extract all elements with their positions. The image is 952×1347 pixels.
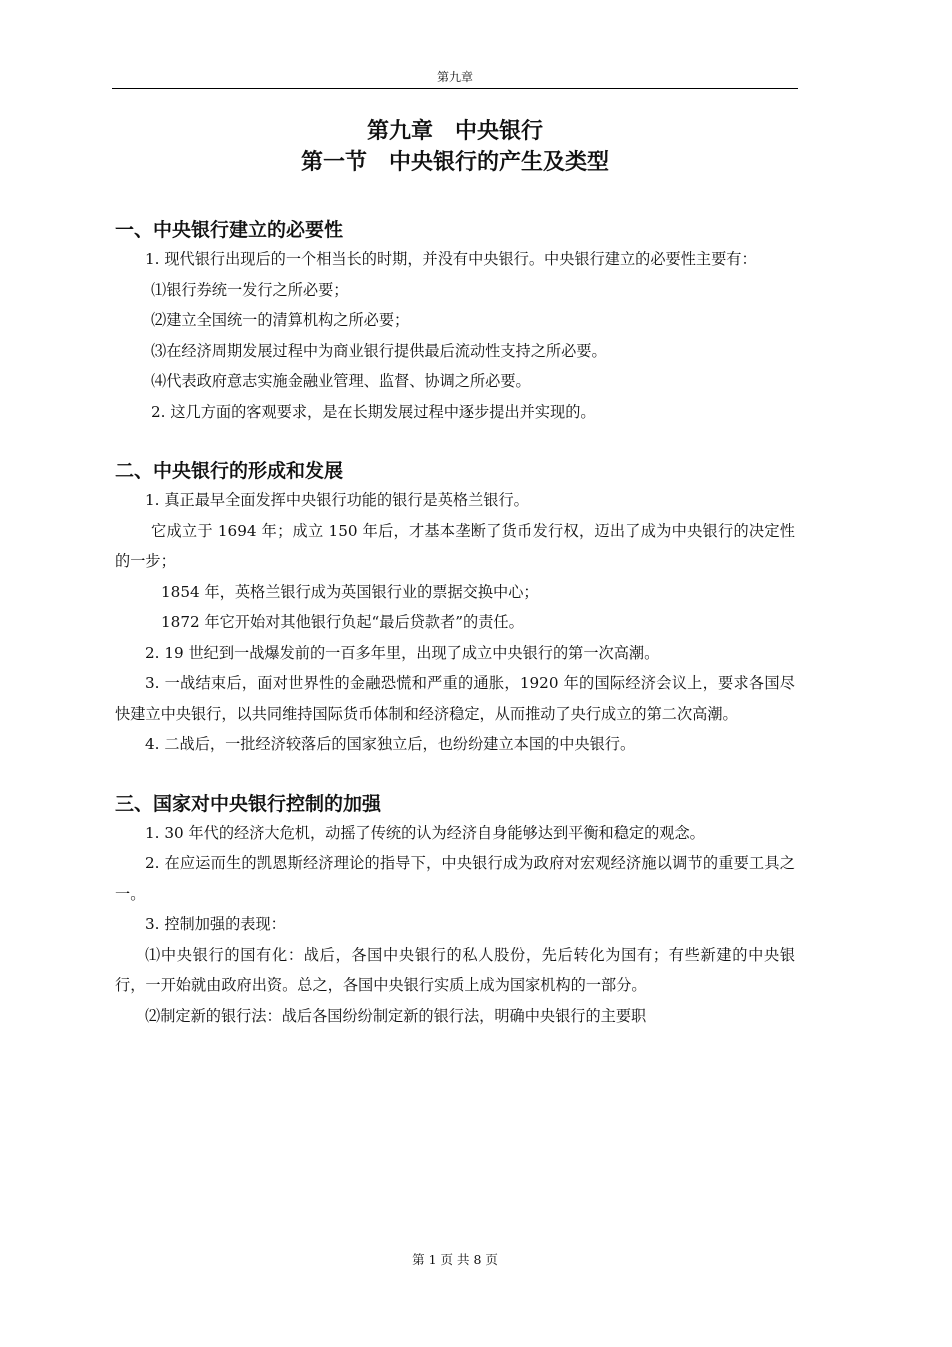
section-2 [115, 457, 795, 760]
header-rule [112, 88, 798, 89]
paragraph: ⑴中央银行的国有化：战后，各国中央银行的私人股份，先后转化为国有；有些新建的中央银行，一开始就由政府出资。总之，各国中央银行实质上成为国家机构的一部分。 [115, 945, 795, 994]
section-title: 第一节 中央银行的产生及类型 [300, 150, 609, 175]
paragraph: 4. 二战后，一批经济较落后的国家独立后，也纷纷建立本国的中央银行。 [145, 735, 636, 753]
paragraph: 1. 现代银行出现后的一个相当长的时期，并没有中央银行。中央银行建立的必要性主要有： [145, 250, 757, 268]
page-body [115, 116, 795, 1031]
page-footer: 第 1 页 共 8 页 [412, 1252, 498, 1267]
section-heading: 二、中央银行的形成和发展 [115, 460, 344, 482]
paragraph: 2. 19 世纪到一战爆发前的一百多年里，出现了成立中央银行的第一次高潮。 [145, 643, 660, 662]
section-heading: 三、国家对中央银行控制的加强 [115, 792, 382, 815]
list-item: ⑵建立全国统一的清算机构之所必要； [151, 311, 410, 329]
section-heading: 一、中央银行建立的必要性 [115, 219, 344, 241]
section-3 [115, 790, 795, 1032]
paragraph: 1. 真正最早全面发挥中央银行功能的银行是英格兰银行。 [145, 491, 529, 509]
paragraph: 3. 一战结束后，面对世界性的金融恐慌和严重的通胀，1920 年的国际经济会议上，要求各国尽快建立中央银行，以共同维持国际货币体制和经济稳定，从而推动了央行成立的第二次高潮。 [115, 674, 795, 723]
list-item: ⑴银行券统一发行之所必要； [151, 280, 349, 299]
running-header: 第九章 [436, 70, 473, 84]
paragraph: 1854 年，英格兰银行成为英国银行业的票据交换中心； [161, 582, 539, 601]
paragraph: 它成立于 1694 年；成立 150 年后，才基本垄断了货币发行权，迈出了成为中央银行的决定性的一步； [115, 521, 795, 570]
paragraph: 2. 在应运而生的凯恩斯经济理论的指导下，中央银行成为政府对宏观经济施以调节的重要工具之一。 [115, 854, 795, 903]
paragraph: 1872 年它开始对其他银行负起“最后贷款者”的责任。 [161, 613, 524, 631]
paragraph: 2. 这几方面的客观要求，是在长期发展过程中逐步提出并实现的。 [151, 402, 596, 421]
paragraph: 1. 30 年代的经济大危机，动摇了传统的认为经济自身能够达到平衡和稳定的观念。 [145, 823, 705, 842]
list-item: ⑷代表政府意志实施金融业管理、监督、协调之所必要。 [151, 372, 531, 390]
paragraph: 3. 控制加强的表现： [145, 915, 286, 933]
list-item: ⑶在经济周期发展过程中为商业银行提供最后流动性支持之所必要。 [151, 341, 607, 360]
chapter-title: 第九章 中央银行 [366, 119, 543, 144]
section-1 [115, 216, 795, 427]
paragraph: ⑵制定新的银行法：战后各国纷纷制定新的银行法，明确中央银行的主要职 [145, 1006, 647, 1025]
